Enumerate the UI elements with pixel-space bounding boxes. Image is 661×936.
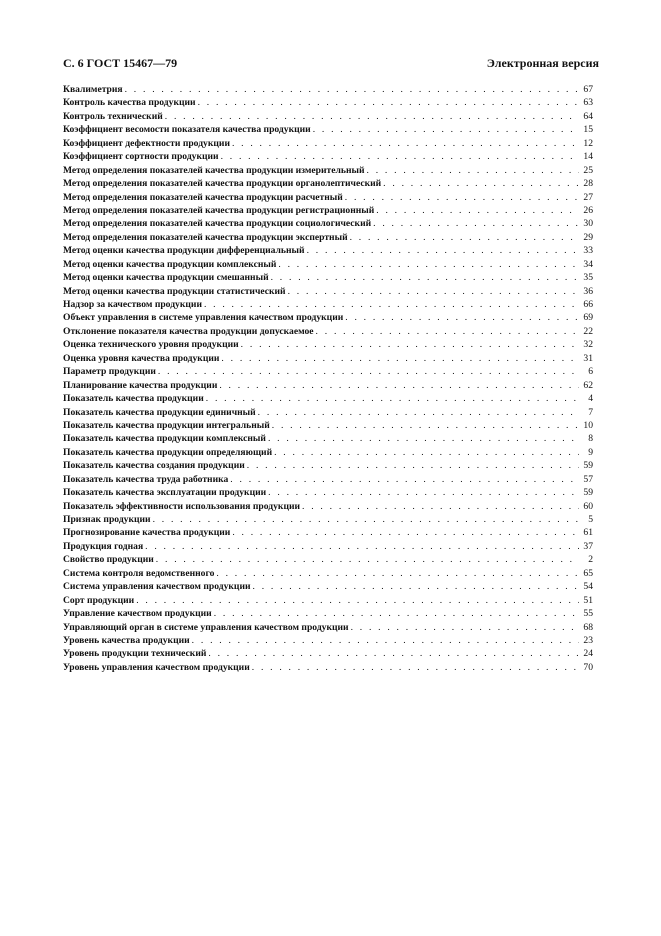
dot-leader bbox=[221, 353, 579, 364]
index-page-number: 61 bbox=[583, 527, 593, 539]
index-entry bbox=[63, 554, 593, 567]
index-term: Метод оценки качества продукции статистический bbox=[63, 285, 286, 297]
index-entry bbox=[63, 245, 593, 258]
index-term: Контроль технический bbox=[63, 110, 163, 122]
index-page-number: 36 bbox=[583, 285, 593, 297]
index-entry bbox=[63, 581, 593, 594]
dot-leader bbox=[278, 259, 579, 270]
index-entry bbox=[63, 138, 593, 151]
dot-leader bbox=[367, 165, 579, 176]
alphabetical-index bbox=[63, 84, 593, 675]
index-term: Метод оценки качества продукции смешанный bbox=[63, 272, 269, 284]
index-page-number: 8 bbox=[588, 433, 593, 445]
index-entry bbox=[63, 366, 593, 379]
index-term: Коэффициент весомости показателя качества продукции bbox=[63, 124, 311, 136]
index-term: Свойство продукции bbox=[63, 554, 154, 566]
index-term: Показатель качества продукции определяющий bbox=[63, 446, 273, 458]
index-term: Система контроля ведомственного bbox=[63, 567, 215, 579]
dot-leader bbox=[271, 272, 579, 283]
index-term: Управляющий орган в системе управления качеством продукции bbox=[63, 621, 349, 633]
index-term: Показатель качества продукции bbox=[63, 393, 204, 405]
index-term: Метод определения показателей качества продукции регистрационный bbox=[63, 204, 375, 216]
index-term: Объект управления в системе управления качеством продукции bbox=[63, 312, 344, 324]
index-page-number: 35 bbox=[583, 272, 593, 284]
index-page-number: 22 bbox=[583, 325, 593, 337]
index-term: Коэффициент сортности продукции bbox=[63, 151, 219, 163]
index-term: Метод оценки качества продукции комплексный bbox=[63, 258, 277, 270]
index-entry bbox=[63, 259, 593, 272]
dot-leader bbox=[351, 622, 579, 633]
dot-leader bbox=[307, 245, 579, 256]
index-page-number: 6 bbox=[588, 366, 593, 378]
index-page-number: 55 bbox=[583, 608, 593, 620]
index-term: Метод определения показателей качества продукции экспертный bbox=[63, 231, 348, 243]
dot-leader bbox=[208, 648, 579, 659]
index-term: Метод определения показателей качества продукции органолептический bbox=[63, 178, 382, 190]
index-term: Контроль качества продукции bbox=[63, 97, 196, 109]
index-page-number: 64 bbox=[583, 110, 593, 122]
index-entry bbox=[63, 433, 593, 446]
index-page-number: 51 bbox=[583, 594, 593, 606]
index-page-number: 59 bbox=[583, 460, 593, 472]
index-term: Показатель качества труда работника bbox=[63, 473, 229, 485]
index-entry bbox=[63, 232, 593, 245]
index-term: Показатель качества создания продукции bbox=[63, 460, 245, 472]
index-entry bbox=[63, 97, 593, 110]
index-page-number: 12 bbox=[583, 137, 593, 149]
index-page-number: 70 bbox=[583, 661, 593, 673]
index-entry bbox=[63, 151, 593, 164]
index-page-number: 24 bbox=[583, 648, 593, 660]
index-term: Продукция годная bbox=[63, 540, 144, 552]
index-entry bbox=[63, 299, 593, 312]
index-entry bbox=[63, 514, 593, 527]
dot-leader bbox=[302, 501, 579, 512]
dot-leader bbox=[313, 124, 579, 135]
index-entry bbox=[63, 326, 593, 339]
dot-leader bbox=[373, 218, 579, 229]
index-entry bbox=[63, 527, 593, 540]
dot-leader bbox=[247, 460, 579, 471]
dot-leader bbox=[216, 568, 579, 579]
index-entry bbox=[63, 339, 593, 352]
dot-leader bbox=[232, 138, 579, 149]
dot-leader bbox=[253, 581, 579, 592]
page-number-and-standard: С. 6 ГОСТ 15467—79 bbox=[63, 56, 178, 70]
index-page-number: 9 bbox=[588, 446, 593, 458]
index-page-number: 15 bbox=[583, 124, 593, 136]
index-entry bbox=[63, 568, 593, 581]
index-term: Планирование качества продукции bbox=[63, 379, 218, 391]
index-page-number: 28 bbox=[583, 178, 593, 190]
index-page-number: 23 bbox=[583, 634, 593, 646]
dot-leader bbox=[350, 232, 579, 243]
index-page-number: 33 bbox=[583, 245, 593, 257]
index-term: Уровень качества продукции bbox=[63, 634, 190, 646]
index-entry bbox=[63, 218, 593, 231]
dot-leader bbox=[345, 312, 579, 323]
index-entry bbox=[63, 84, 593, 97]
dot-leader bbox=[165, 111, 579, 122]
dot-leader bbox=[214, 608, 579, 619]
dot-leader bbox=[241, 339, 579, 350]
dot-leader bbox=[232, 527, 579, 538]
index-page-number: 57 bbox=[583, 473, 593, 485]
index-page-number: 66 bbox=[583, 299, 593, 310]
dot-leader bbox=[136, 595, 579, 606]
index-term: Показатель качества продукции интегральный bbox=[63, 419, 270, 431]
index-page-number: 7 bbox=[588, 406, 593, 418]
index-term: Квалиметрия bbox=[63, 84, 123, 95]
dot-leader bbox=[156, 554, 579, 565]
index-page-number: 25 bbox=[583, 164, 593, 176]
index-term: Управление качеством продукции bbox=[63, 608, 212, 620]
dot-leader bbox=[258, 407, 579, 418]
index-page-number: 65 bbox=[583, 567, 593, 579]
dot-leader bbox=[192, 635, 579, 646]
index-entry bbox=[63, 353, 593, 366]
index-term: Оценка уровня качества продукции bbox=[63, 352, 220, 364]
index-page-number: 59 bbox=[583, 487, 593, 499]
index-term: Показатель качества продукции единичный bbox=[63, 406, 256, 418]
index-term: Метод оценки качества продукции дифференциальный bbox=[63, 245, 305, 257]
index-page-number: 4 bbox=[588, 393, 593, 405]
index-page-number: 54 bbox=[583, 581, 593, 593]
index-page-number: 62 bbox=[583, 379, 593, 391]
index-entry bbox=[63, 286, 593, 299]
index-entry bbox=[63, 622, 593, 635]
index-page-number: 37 bbox=[583, 540, 593, 552]
index-term: Параметр продукции bbox=[63, 366, 156, 378]
dot-leader bbox=[316, 326, 579, 337]
index-term: Оценка технического уровня продукции bbox=[63, 339, 239, 351]
index-entry bbox=[63, 608, 593, 621]
index-entry bbox=[63, 407, 593, 420]
index-entry bbox=[63, 205, 593, 218]
index-term: Уровень продукции технический bbox=[63, 648, 207, 660]
index-page-number: 68 bbox=[583, 621, 593, 633]
dot-leader bbox=[221, 151, 579, 162]
index-entry bbox=[63, 501, 593, 514]
dot-leader bbox=[288, 286, 579, 297]
dot-leader bbox=[219, 380, 579, 391]
index-entry bbox=[63, 111, 593, 124]
index-term: Коэффициент дефектности продукции bbox=[63, 137, 230, 149]
dot-leader bbox=[145, 541, 579, 552]
dot-leader bbox=[206, 393, 579, 404]
index-page-number: 27 bbox=[583, 191, 593, 203]
index-entry bbox=[63, 272, 593, 285]
index-entry bbox=[63, 420, 593, 433]
index-page-number: 10 bbox=[583, 419, 593, 431]
index-entry bbox=[63, 487, 593, 500]
index-page-number: 5 bbox=[588, 514, 593, 525]
index-page-number: 67 bbox=[583, 84, 593, 95]
index-term: Показатель качества продукции комплексный bbox=[63, 433, 266, 445]
index-entry bbox=[63, 460, 593, 473]
dot-leader bbox=[204, 299, 579, 310]
index-term: Система управления качеством продукции bbox=[63, 581, 251, 593]
index-entry bbox=[63, 541, 593, 554]
dot-leader bbox=[252, 662, 579, 673]
dot-leader bbox=[376, 205, 579, 216]
index-page-number: 34 bbox=[583, 258, 593, 270]
index-entry bbox=[63, 380, 593, 393]
dot-leader bbox=[345, 192, 579, 203]
dot-leader bbox=[268, 433, 579, 444]
index-page-number: 2 bbox=[588, 554, 593, 566]
index-term: Показатель качества эксплуатации продукции bbox=[63, 487, 267, 499]
index-entry bbox=[63, 648, 593, 661]
index-page-number: 29 bbox=[583, 231, 593, 243]
dot-leader bbox=[272, 420, 579, 431]
index-entry bbox=[63, 192, 593, 205]
index-page-number: 14 bbox=[583, 151, 593, 163]
index-page-number: 26 bbox=[583, 204, 593, 216]
dot-leader bbox=[153, 514, 579, 525]
dot-leader bbox=[274, 447, 579, 458]
index-term: Показатель эффективности использования продукции bbox=[63, 500, 301, 512]
index-entry bbox=[63, 165, 593, 178]
index-page-number: 63 bbox=[583, 97, 593, 109]
dot-leader bbox=[383, 178, 579, 189]
index-entry bbox=[63, 662, 593, 675]
dot-leader bbox=[158, 366, 579, 377]
index-entry bbox=[63, 595, 593, 608]
index-term: Признак продукции bbox=[63, 514, 151, 525]
index-page-number: 30 bbox=[583, 218, 593, 230]
dot-leader bbox=[125, 84, 579, 95]
index-page-number: 32 bbox=[583, 339, 593, 351]
index-term: Сорт продукции bbox=[63, 594, 135, 606]
index-entry bbox=[63, 635, 593, 648]
dot-leader bbox=[198, 97, 579, 108]
dot-leader bbox=[268, 487, 579, 498]
page-header bbox=[63, 56, 599, 72]
index-entry bbox=[63, 393, 593, 406]
index-page-number: 69 bbox=[583, 312, 593, 324]
index-page-number: 31 bbox=[583, 352, 593, 364]
index-entry bbox=[63, 474, 593, 487]
index-term: Уровень управления качеством продукции bbox=[63, 661, 250, 673]
index-term: Метод определения показателей качества продукции измерительный bbox=[63, 164, 365, 176]
index-entry bbox=[63, 178, 593, 191]
dot-leader bbox=[230, 474, 579, 485]
index-page-number: 60 bbox=[583, 500, 593, 512]
index-entry bbox=[63, 447, 593, 460]
index-term: Метод определения показателей качества продукции расчетный bbox=[63, 191, 343, 203]
index-entry bbox=[63, 312, 593, 325]
index-term: Отклонение показателя качества продукции допускаемое bbox=[63, 325, 314, 337]
index-term: Надзор за качеством продукции bbox=[63, 299, 202, 310]
index-term: Метод определения показателей качества продукции социологический bbox=[63, 218, 372, 230]
version-label: Электронная версия bbox=[486, 56, 599, 70]
index-entry bbox=[63, 124, 593, 137]
index-term: Прогнозирование качества продукции bbox=[63, 527, 231, 539]
